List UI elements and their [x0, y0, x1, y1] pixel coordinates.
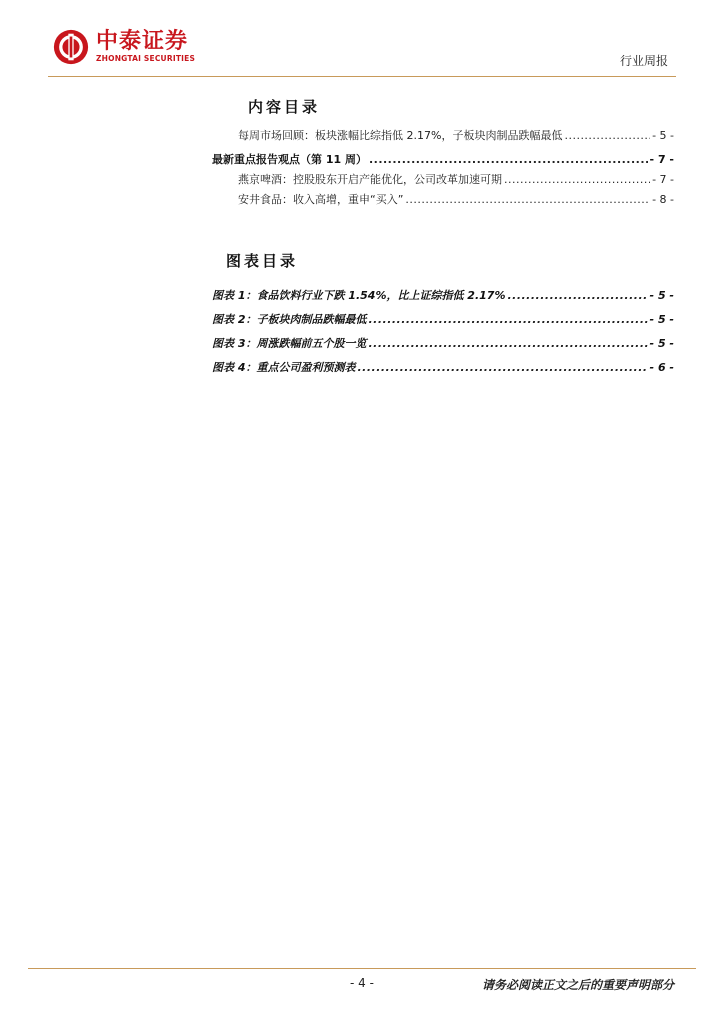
figure-leader-dots [357, 361, 647, 374]
logo-english-name: ZHONGTAI SECURITIES [96, 54, 196, 63]
figure-entry[interactable] [212, 335, 674, 351]
figure-entry-page: - 5 - [649, 289, 674, 302]
figure-entry-text: 图表 3：周涨跌幅前五个股一览 [212, 337, 367, 350]
contents-title: 内容目录 [248, 98, 321, 116]
figure-entry-text: 图表 4：重点公司盈利预测表 [212, 361, 356, 374]
page-number: - 4 - [350, 976, 374, 990]
figure-entry-page: - 5 - [649, 337, 674, 350]
figure-entry-page: - 6 - [649, 361, 674, 374]
toc-leader-dots [405, 193, 650, 206]
figure-leader-dots [368, 337, 647, 350]
figure-entry[interactable] [212, 311, 674, 327]
logo-chinese-name: 中泰证券 [96, 29, 189, 54]
toc-entry-text: 燕京啤酒：控股股东开启产能优化，公司改革加速可期 [238, 173, 502, 186]
figure-entry-text: 图表 1：食品饮料行业下跌 1.54%，比上证综指低 2.17% [212, 289, 506, 302]
toc-entry[interactable] [212, 151, 674, 167]
figure-leader-dots [368, 313, 647, 326]
figure-entry[interactable] [212, 287, 674, 303]
figure-entry[interactable] [212, 359, 674, 375]
report-type-label: 行业周报 [619, 54, 668, 68]
company-logo [52, 28, 195, 66]
page-header [0, 0, 724, 78]
toc-entry-page: - 7 - [652, 173, 674, 186]
figure-entry-page: - 5 - [649, 313, 674, 326]
toc-leader-dots [369, 153, 648, 166]
toc-entry-text: 安井食品：收入高增，重申“买入” [238, 193, 404, 206]
figure-entry-text: 图表 2：子板块肉制品跌幅最低 [212, 313, 367, 326]
toc-entry-page: - 5 - [652, 129, 674, 142]
zhongtai-logo-icon [52, 28, 90, 66]
header-divider [48, 76, 676, 77]
figure-leader-dots [507, 289, 647, 302]
toc-entry-page: - 8 - [652, 193, 674, 206]
toc-entry[interactable] [238, 127, 674, 143]
toc-entry-text: 每周市场回顾：板块涨幅比综指低 2.17%，子板块肉制品跌幅最低 [238, 129, 563, 142]
toc-entry-page: - 7 - [649, 153, 674, 166]
toc-entry[interactable] [238, 171, 674, 187]
figures-title: 图表目录 [226, 252, 299, 270]
footer-disclaimer: 请务必阅读正文之后的重要声明部分 [481, 978, 674, 992]
toc-entry-text: 最新重点报告观点（第 11 周） [212, 153, 367, 166]
toc-entry[interactable] [238, 191, 674, 207]
toc-leader-dots [504, 173, 650, 186]
footer-divider [28, 968, 696, 969]
toc-leader-dots [564, 129, 650, 142]
